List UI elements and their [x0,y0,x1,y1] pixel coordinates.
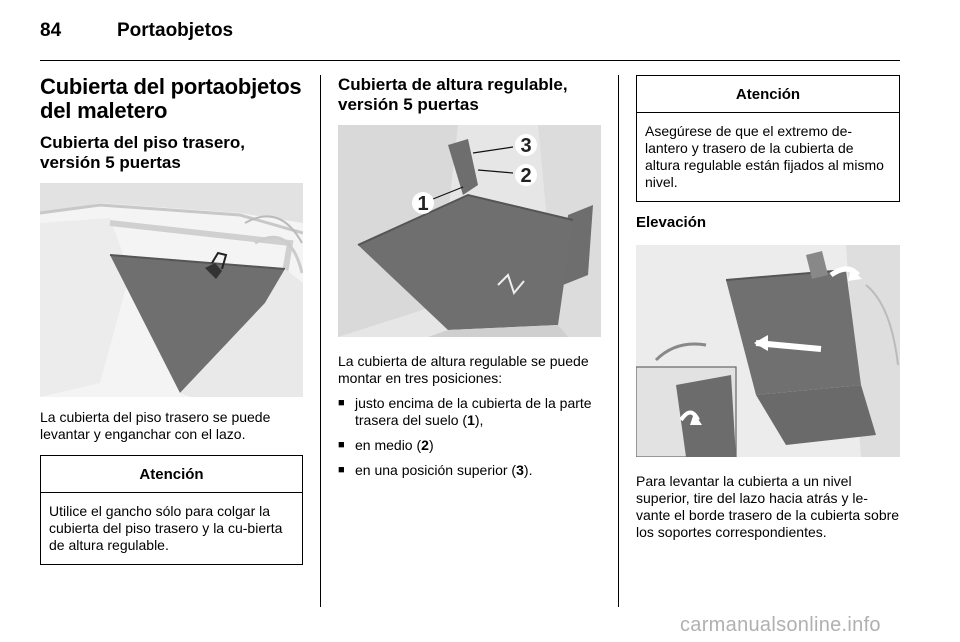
callout-2: 2 [520,165,532,187]
column-divider [618,75,619,607]
position-list [338,395,601,479]
page-header [40,20,900,61]
notice-body: Asegúrese de que el extremo de-lantero y trasero de la cubierta de altura regulable están fijados al mismo nivel. [645,123,884,190]
chapter-title: Portaobjetos [117,20,234,41]
subsection-title: Cubierta de altura regulable, versión 5 puertas [338,75,568,114]
notice-body: Utilice el gancho sólo para colgar la cubierta del piso trasero y la cu-bierta de altura regulable. [49,503,283,553]
figure-rear-floor-cover [40,183,303,397]
column-1 [40,75,303,565]
notice-title: Atención [637,76,899,113]
subsection-title: Elevación [636,214,707,231]
figure-adjustable-cover [338,125,601,337]
notice-box [40,455,303,565]
column-3 [636,75,900,541]
body-paragraph: La cubierta del piso trasero se puede levantar y enganchar con el lazo. [40,409,271,442]
list-item: ■ justo encima de la cubierta de la parte trasera del suelo (1), [338,395,601,429]
callout-3: 3 [520,135,532,157]
list-item: ■ en una posición superior (3). [338,462,601,479]
page-number: 84 [40,20,62,41]
subsection-title: Cubierta del piso trasero, versión 5 puertas [40,133,245,172]
notice-title: Atención [41,456,302,493]
column-divider [320,75,321,607]
body-paragraph: Para levantar la cubierta a un nivel superior, tire del lazo hacia atrás y le-vante el borde trasero de la cubierta sobre los soportes correspondientes. [636,473,900,540]
column-2 [338,75,601,487]
notice-box [636,75,900,202]
list-item: ■ en medio (2) [338,437,601,454]
callout-1: 1 [417,193,429,215]
watermark: carmanualsonline.info [680,614,881,636]
section-title: Cubierta del portaobjetos del maletero [40,74,302,123]
figure-lifting-cover [636,245,900,457]
body-paragraph: La cubierta de altura regulable se puede montar en tres posiciones: [338,353,589,386]
